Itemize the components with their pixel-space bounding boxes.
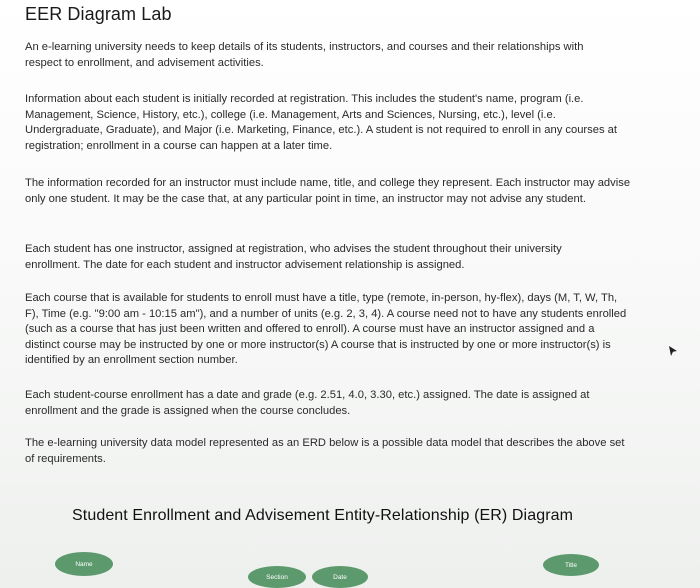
attribute-date-ellipse [312,566,368,588]
mouse-pointer-icon [668,345,678,357]
attribute-section-ellipse [248,566,306,588]
attribute-name-label: Name [75,560,93,568]
paragraph-student: Information about each student is initially recorded at registration. This includes the student's name, program (i.e. Management, Science, History, etc.), college (i.e. Management, Arts and Sciences, Nursing, etc.), level (i.e. Undergraduate, Graduate), and Major (i.e. Marketing, Finance, etc.). A student is not required to enroll in any courses at registration; enrollment in a course can happen at a later time. [25,93,618,152]
paragraph-intro: An e-learning university needs to keep details of its students, instructors, and courses and their relationships with respect to enrollment, and advisement activities. [25,41,584,69]
attribute-section-label: Section [266,573,288,581]
diagram-title: Student Enrollment and Advisement Entity-Relationship (ER) Diagram [72,507,574,524]
paragraph-instructor: The information recorded for an instructor must include name, title, and college they represent. Each instructor may advise only one student. It may be the case that, at any particular point in time, an instructor may not advise any student. [25,177,631,205]
page-title: EER Diagram Lab [25,4,172,24]
attribute-title-ellipse [543,554,599,576]
paragraph-data-model: The e-learning university data model represented as an ERD below is a possible data model that describes the above set of requirements. [25,437,625,465]
paragraph-advisement: Each student has one instructor, assigned at registration, who advises the student throughout their university enrollment. The date for each student and instructor advisement relationship is assigned. [25,243,562,271]
paragraph-enrollment: Each student-course enrollment has a date and grade (e.g. 2.51, 4.0, 3.30, etc.) assigned. The date is assigned at enrollment and the grade is assigned when the course concludes. [25,389,590,417]
attribute-title-label: Title [564,561,578,569]
paragraph-course: Each course that is available for students to enroll must have a title, type (remote, in-person, hy-flex), days (M, T, W, Th, F), Time (e.g. "9:00 am - 10:15 am"), and a number of units (e.g. 2, 3, 4). A course need not to have any students enrolled (such as a course that has just been written and offered to enroll). A course must have an instructor assigned and a distinct course may be instructed by one or more instructor(s) A course that is instructed by one or more instructor(s) is identified by an enrollment section number. [25,292,627,367]
attribute-name-ellipse [55,552,113,576]
attribute-date-label: Date [333,573,347,581]
